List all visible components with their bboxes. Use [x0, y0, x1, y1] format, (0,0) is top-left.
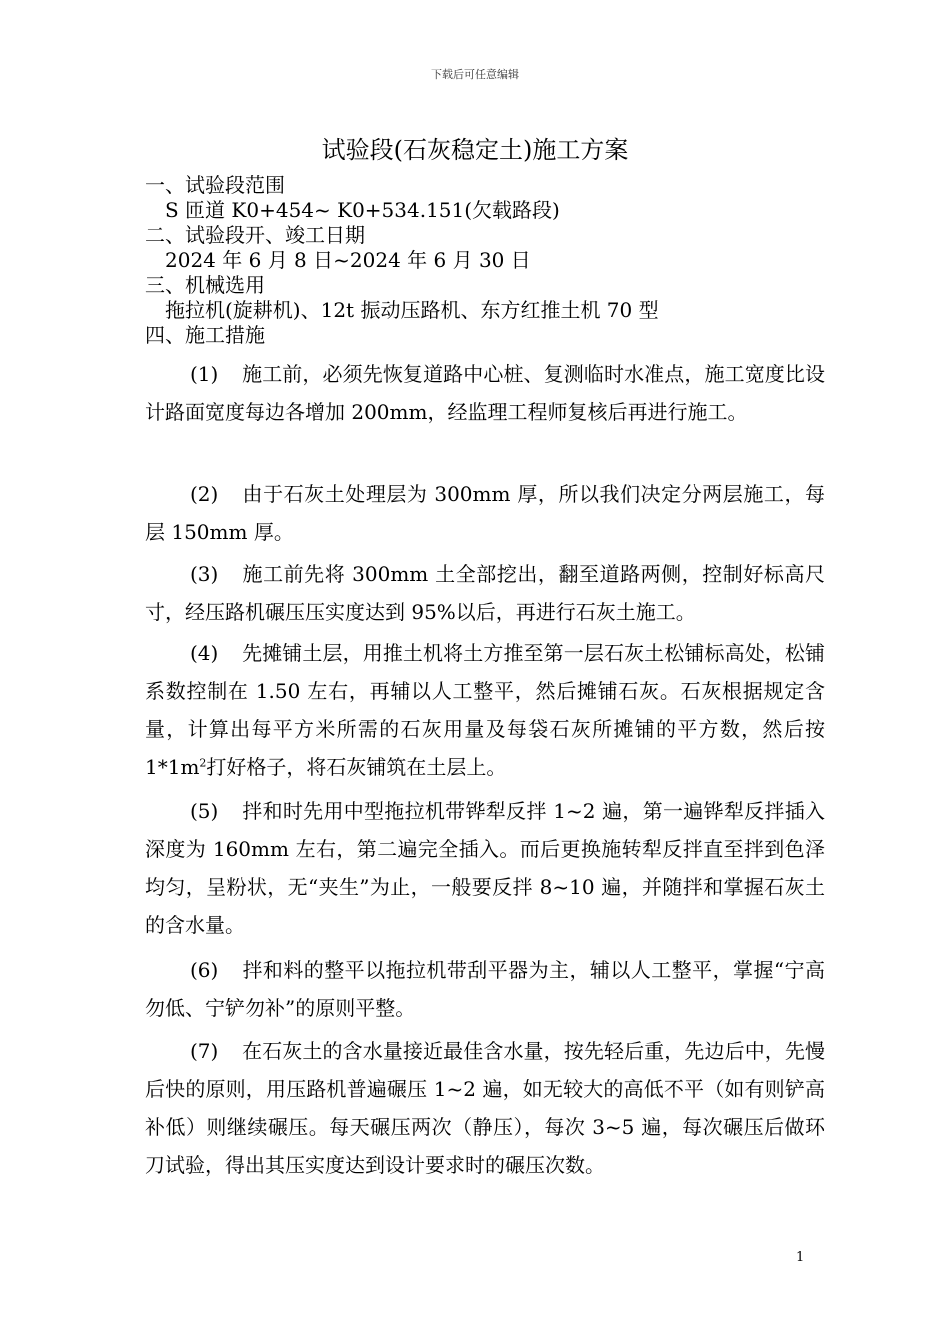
measure-text: 拌和时先用中型拖拉机带铧犁反拌 1~2 遍，第一遍铧犁反拌插入深度为 160mm 左右，第二遍完全插入。而后更换施转犁反拌直至拌到色泽均匀，呈粉状，无“夹生”为止，一般要反拌 8~10 遍，并随拌和掌握石灰土的含水量。: [145, 799, 825, 937]
section-heading-measures: 四、施工措施: [145, 323, 265, 347]
measure-number: (4): [190, 641, 219, 665]
measure-paragraph-1: [145, 355, 825, 431]
measure-number: (1): [190, 362, 219, 386]
measure-number: (3): [190, 562, 219, 586]
superscript-2: 2: [199, 756, 207, 770]
page-number: 1: [796, 1250, 805, 1265]
section-content-machinery: 拖拉机(旋耕机)、12t 振动压路机、东方红推土机 70 型: [165, 298, 659, 322]
measure-text-before: 先摊铺土层，用推土机将土方推至第一层石灰土松铺标高处，松铺系数控制在 1.50 左右，再辅以人工整平，然后摊铺石灰。石灰根据规定含量，计算出每平方米所需的石灰用量及每袋石灰所摊铺的平方数，然后按 1*1m: [145, 641, 825, 779]
measure-number: (7): [190, 1039, 219, 1063]
section-content-dates: 2024 年 6 月 8 日~2024 年 6 月 30 日: [165, 248, 531, 272]
measure-text: 在石灰土的含水量接近最佳含水量，按先轻后重，先边后中，先慢后快的原则，用压路机普遍碾压 1~2 遍，如无较大的高低不平（如有则铲高补低）则继续碾压。每天碾压两次（静压），每次 3~5 遍，每次碾压后做环刀试验，得出其压实度达到设计要求时的碾压次数。: [145, 1039, 825, 1177]
section-content-scope: S 匝道 K0+454~ K0+534.151(欠载路段): [165, 198, 560, 222]
measure-text: 施工前先将 300mm 土全部挖出，翻至道路两侧，控制好标高尺寸，经压路机碾压压实度达到 95%以后，再进行石灰土施工。: [145, 562, 825, 624]
measure-text: 施工前，必须先恢复道路中心桩、复测临时水准点，施工宽度比设计路面宽度每边各增加 200mm，经监理工程师复核后再进行施工。: [145, 362, 825, 424]
document-title: 试验段(石灰稳定土)施工方案: [321, 136, 629, 164]
measure-number: (6): [190, 958, 219, 982]
section-heading-dates: 二、试验段开、竣工日期: [145, 223, 365, 247]
header-note: 下载后可任意编辑: [431, 68, 519, 81]
measure-number: (5): [190, 799, 219, 823]
measure-paragraph-2: [145, 475, 825, 551]
measure-paragraph-6: [145, 951, 825, 1027]
measure-paragraph-5: [145, 792, 825, 944]
section-heading-machinery: 三、机械选用: [145, 273, 265, 297]
measure-paragraph-7: [145, 1032, 825, 1184]
section-heading-scope: 一、试验段范围: [145, 173, 285, 197]
measure-number: (2): [190, 482, 219, 506]
measure-text: 由于石灰土处理层为 300mm 厚，所以我们决定分两层施工，每层 150mm 厚。: [145, 482, 825, 544]
measure-paragraph-4: [145, 634, 825, 786]
measure-text: 拌和料的整平以拖拉机带刮平器为主，辅以人工整平，掌握“宁高勿低、宁铲勿补”的原则平整。: [145, 958, 825, 1020]
measure-paragraph-3: [145, 555, 825, 631]
measure-text-after: 打好格子，将石灰铺筑在土层上。: [206, 755, 507, 779]
